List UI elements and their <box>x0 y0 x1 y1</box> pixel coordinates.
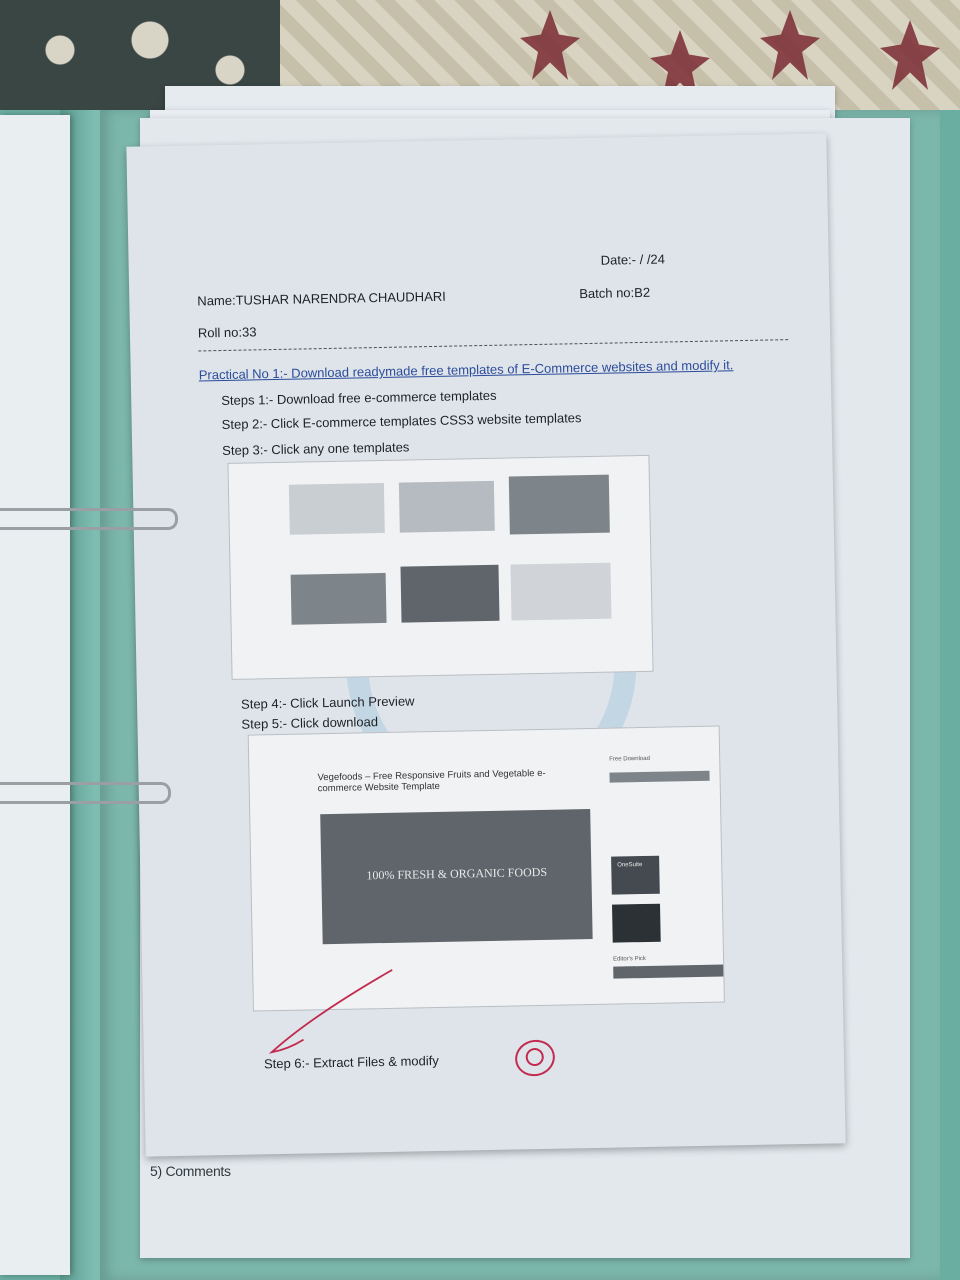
template-thumb <box>291 573 387 625</box>
step-4: Step 4:- Click Launch Preview <box>240 693 415 712</box>
download-button <box>609 771 709 783</box>
template-thumb <box>509 475 610 535</box>
screenshot-template-grid <box>227 455 653 680</box>
template-title: Vegefoods – Free Responsive Fruits and Vegetable e-commerce Website Template <box>317 767 546 795</box>
batch-field: Batch no:B2 <box>579 284 651 302</box>
roll-field: Roll no:33 <box>197 324 257 341</box>
sidebar-ad <box>612 904 661 943</box>
vegefoods-banner <box>320 809 592 944</box>
date-field: Date:- / /24 <box>600 251 666 268</box>
free-download-label: Free Download <box>609 755 650 763</box>
red-pen-stroke <box>262 962 404 1065</box>
step-1: Steps 1:- Download free e-commerce templates <box>221 387 497 409</box>
onesuite-ad <box>611 856 660 895</box>
practical-title: Practical No 1:- Download readymade free templates of E-Commerce websites and modify it. <box>198 357 734 383</box>
onesuite-brand: OneSuite <box>617 862 643 869</box>
template-thumb <box>510 563 611 621</box>
printed-page <box>126 133 845 1156</box>
template-thumb <box>399 481 495 533</box>
step-6: Step 6:- Extract Files & modify <box>263 1052 439 1072</box>
template-thumb <box>289 483 385 535</box>
banner-text: 100% FRESH & ORGANIC FOODS <box>366 864 548 883</box>
student-name: Name:TUSHAR NARENDRA CHAUDHARI <box>197 288 446 309</box>
editors-pick-bar <box>613 965 723 979</box>
step-3: Step 3:- Click any one templates <box>222 439 410 459</box>
binder-ring <box>0 508 178 530</box>
editors-pick-label: Editor's Pick <box>613 955 646 963</box>
left-page-edge <box>0 115 70 1275</box>
template-thumb <box>400 565 499 623</box>
step-2: Step 2:- Click E-commerce templates CSS3 website templates <box>221 410 582 433</box>
binder-ring <box>0 782 171 804</box>
divider <box>198 339 788 351</box>
step-5: Step 5:- Click download <box>241 714 379 732</box>
next-page-heading: 5) Comments <box>150 1163 231 1179</box>
